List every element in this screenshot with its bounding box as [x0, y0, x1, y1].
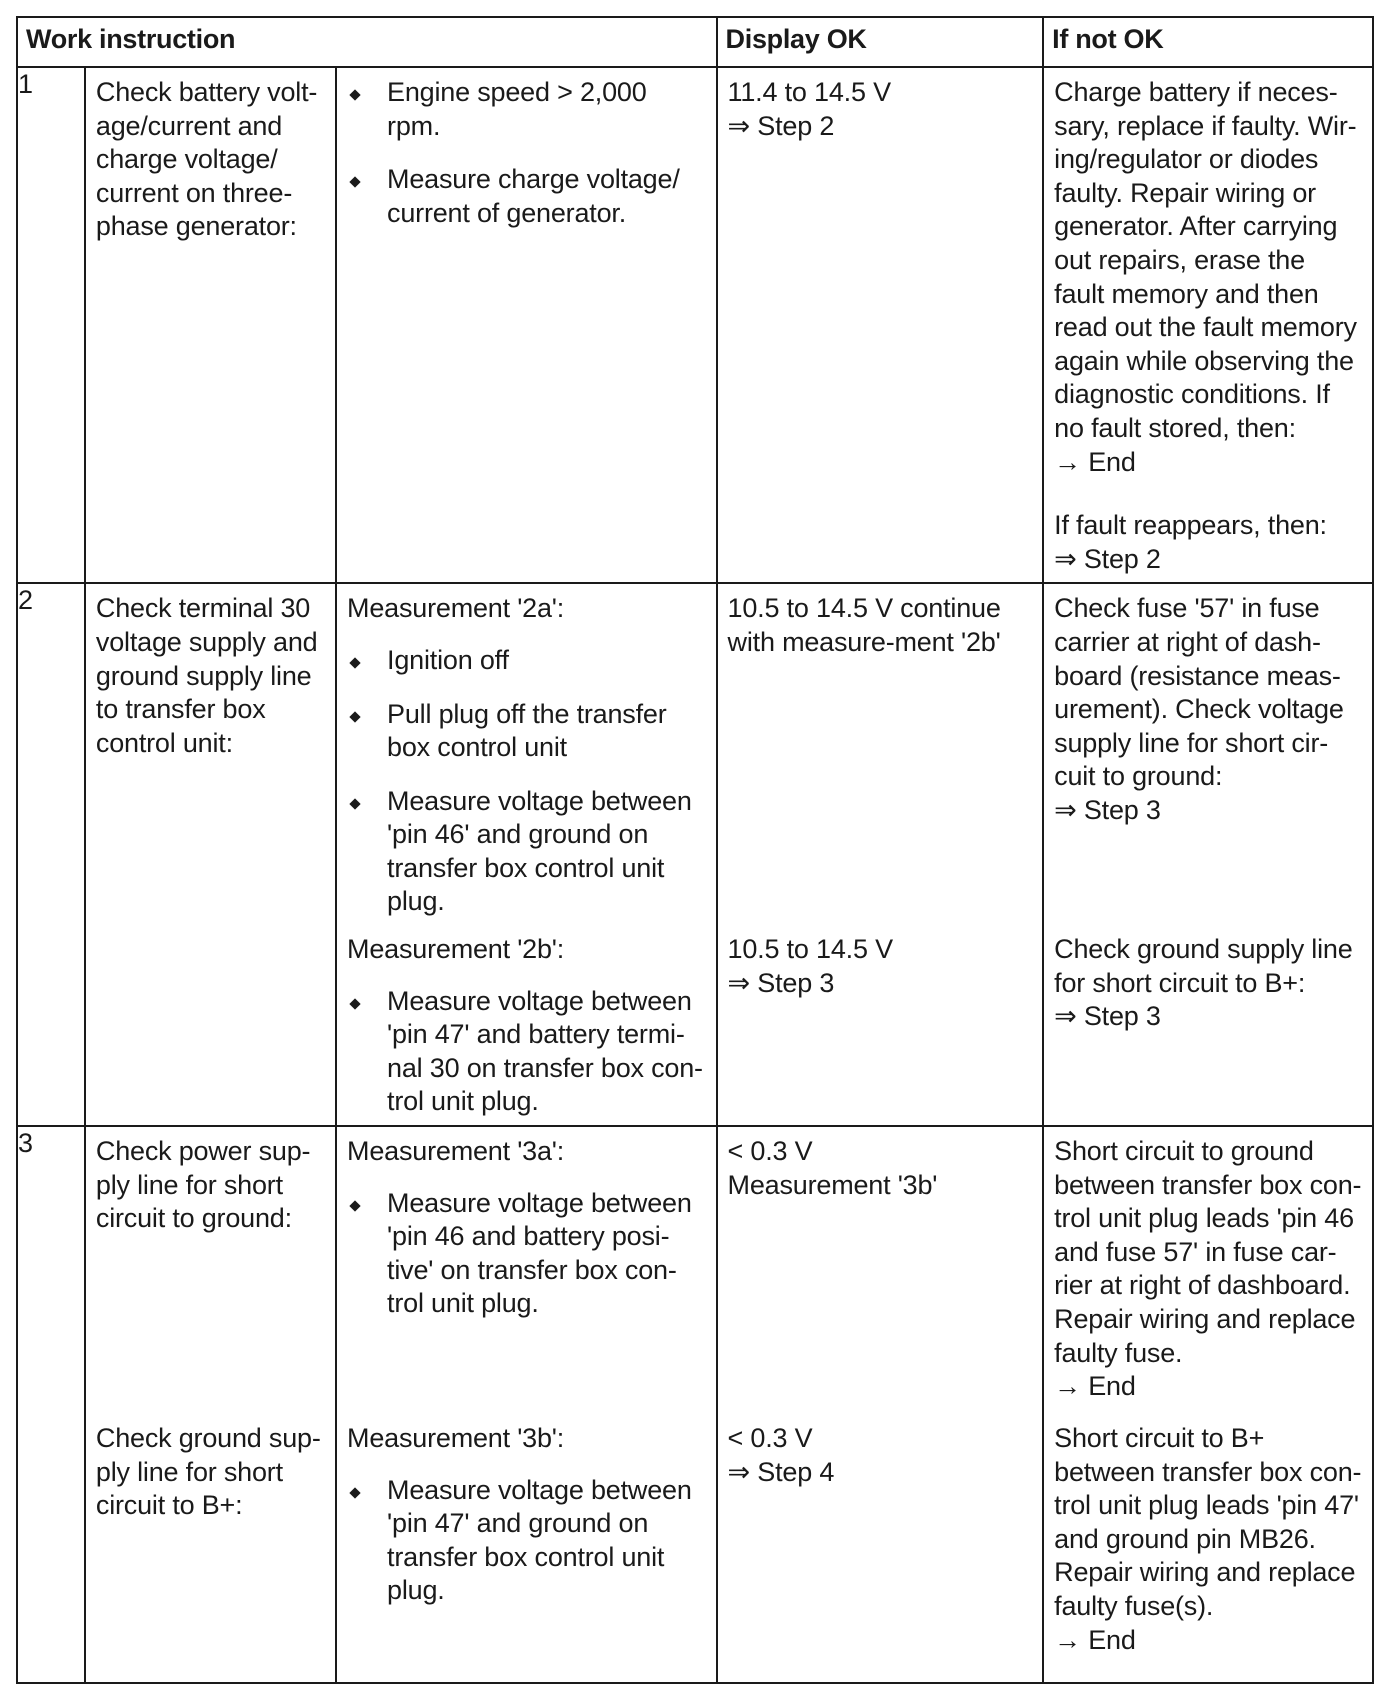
step-task: Check battery volt-age/current and charge voltage/ current on three-phase generator:	[95, 77, 318, 242]
step-number: 2	[17, 583, 85, 925]
instruction-list	[347, 985, 706, 1119]
display-ok-next: ⇒ Step 2	[727, 110, 835, 141]
if-not-ok-text: Short circuit to ground between transfer box con-trol unit plug leads 'pin 46 and fuse 57' in fuse car-rier at right of dashboard. Repair wiring and replace faulty fuse.	[1054, 1136, 1362, 1368]
table-row-step-1	[17, 67, 1373, 583]
step-task: Check power sup-ply line for short circuit to ground:	[95, 1136, 311, 1234]
list-item: Engine speed > 2,000 rpm.	[347, 76, 706, 143]
display-ok-value: 10.5 to 14.5 V continue with measure-ment '2b'	[727, 593, 1001, 657]
step-instruction-cell	[336, 583, 717, 925]
table-row-step-2b	[17, 925, 1373, 1126]
display-ok-cell	[717, 1126, 1044, 1414]
if-not-ok-next: → End	[1054, 1371, 1136, 1402]
step-task-cell	[85, 583, 336, 925]
display-ok-next: ⇒ Step 4	[727, 1456, 835, 1487]
header-row	[17, 17, 1373, 67]
step-task-cell	[85, 1126, 336, 1414]
display-ok-cell	[717, 925, 1044, 1126]
instruction-list	[347, 1474, 706, 1608]
display-ok-value: 10.5 to 14.5 V	[727, 934, 893, 965]
header-work-instruction: Work instruction	[17, 17, 717, 67]
list-item: Pull plug off the transfer box control unit	[347, 698, 706, 765]
if-not-ok-cell	[1043, 1414, 1373, 1683]
measurement-label: Measurement '2b':	[347, 934, 565, 965]
bullet-icon	[349, 798, 360, 809]
display-ok-cell	[717, 67, 1044, 583]
if-not-ok-text: Check ground supply line for short circuit to B+:	[1054, 934, 1353, 998]
instruction-list	[347, 1187, 706, 1321]
header-display-ok: Display OK	[717, 17, 1044, 67]
step-instruction-cell	[336, 925, 717, 1126]
bullet-icon	[349, 657, 360, 668]
step-task: Check terminal 30 voltage supply and ground supply line to transfer box control unit:	[95, 593, 318, 758]
if-not-ok-next: → End	[1054, 1624, 1136, 1655]
if-not-ok-cell	[1043, 1126, 1373, 1414]
list-item: Measure voltage between 'pin 46' and ground on transfer box control unit plug.	[347, 785, 706, 919]
step-instruction-cell	[336, 67, 717, 583]
bullet-icon	[349, 89, 360, 100]
if-not-ok-next-2: ⇒ Step 2	[1054, 543, 1161, 574]
display-ok-cell	[717, 583, 1044, 925]
display-ok-value: < 0.3 V	[727, 1423, 813, 1454]
list-item: Measure voltage between 'pin 46 and battery posi-tive' on transfer box con-trol unit plug.	[347, 1187, 706, 1321]
bullet-icon	[349, 1200, 360, 1211]
step-task-cell	[85, 1414, 336, 1683]
work-instruction-table	[16, 16, 1374, 1684]
if-not-ok-cell	[1043, 925, 1373, 1126]
step-instruction-cell	[336, 1414, 717, 1683]
if-not-ok-text: Short circuit to B+ between transfer box con-trol unit plug leads 'pin 47' and ground pin MB26. Repair wiring and replace faulty fuse(s).	[1054, 1423, 1362, 1621]
table-row-step-2a	[17, 583, 1373, 925]
list-item: Measure charge voltage/ current of generator.	[347, 163, 706, 230]
if-not-ok-cell	[1043, 67, 1373, 583]
if-not-ok-text: Check fuse '57' in fuse carrier at right of dash-board (resistance meas-urement). Check voltage supply line for short cir-cuit to ground:	[1054, 593, 1344, 792]
if-not-ok-text: Charge battery if neces-sary, replace if faulty. Wir-ing/regulator or diodes faulty. Repair wiring or generator. After carrying out repairs, erase the fault memory and then read out the fault memory again while observing the diagnostic conditions. If no fault stored, then:	[1054, 77, 1357, 443]
display-ok-next: ⇒ Step 3	[727, 967, 835, 998]
display-ok-cell	[717, 1414, 1044, 1683]
measurement-label: Measurement '3b':	[347, 1423, 565, 1454]
if-not-ok-text-2: If fault reappears, then:	[1054, 510, 1327, 541]
bullet-icon	[349, 1487, 360, 1498]
if-not-ok-next: → End	[1054, 446, 1136, 477]
if-not-ok-next: ⇒ Step 3	[1054, 1001, 1161, 1032]
list-item: Measure voltage between 'pin 47' and ground on transfer box control unit plug.	[347, 1474, 706, 1608]
if-not-ok-next: ⇒ Step 3	[1054, 794, 1161, 825]
list-item: Ignition off	[347, 644, 706, 678]
step-instruction-cell	[336, 1126, 717, 1414]
measurement-label: Measurement '2a':	[347, 593, 565, 624]
table-row-step-3a	[17, 1126, 1373, 1414]
instruction-list	[347, 644, 706, 919]
bullet-icon	[349, 177, 360, 188]
step-number: 3	[17, 1126, 85, 1414]
step-task-cell	[85, 67, 336, 583]
display-ok-value: < 0.3 V	[727, 1136, 813, 1167]
measurement-label: Measurement '3a':	[347, 1136, 565, 1167]
bullet-icon	[349, 998, 360, 1009]
instruction-list	[347, 76, 706, 230]
bullet-icon	[349, 711, 360, 722]
if-not-ok-cell	[1043, 583, 1373, 925]
display-ok-value: 11.4 to 14.5 V	[727, 77, 891, 107]
table-row-step-3b	[17, 1414, 1373, 1683]
header-if-not-ok: If not OK	[1043, 17, 1373, 67]
list-item: Measure voltage between 'pin 47' and battery termi-nal 30 on transfer box con-trol unit plug.	[347, 985, 706, 1119]
display-ok-next: Measurement '3b'	[727, 1169, 938, 1200]
step-task: Check ground sup-ply line for short circuit to B+:	[95, 1423, 321, 1521]
step-number: 1	[17, 67, 85, 583]
